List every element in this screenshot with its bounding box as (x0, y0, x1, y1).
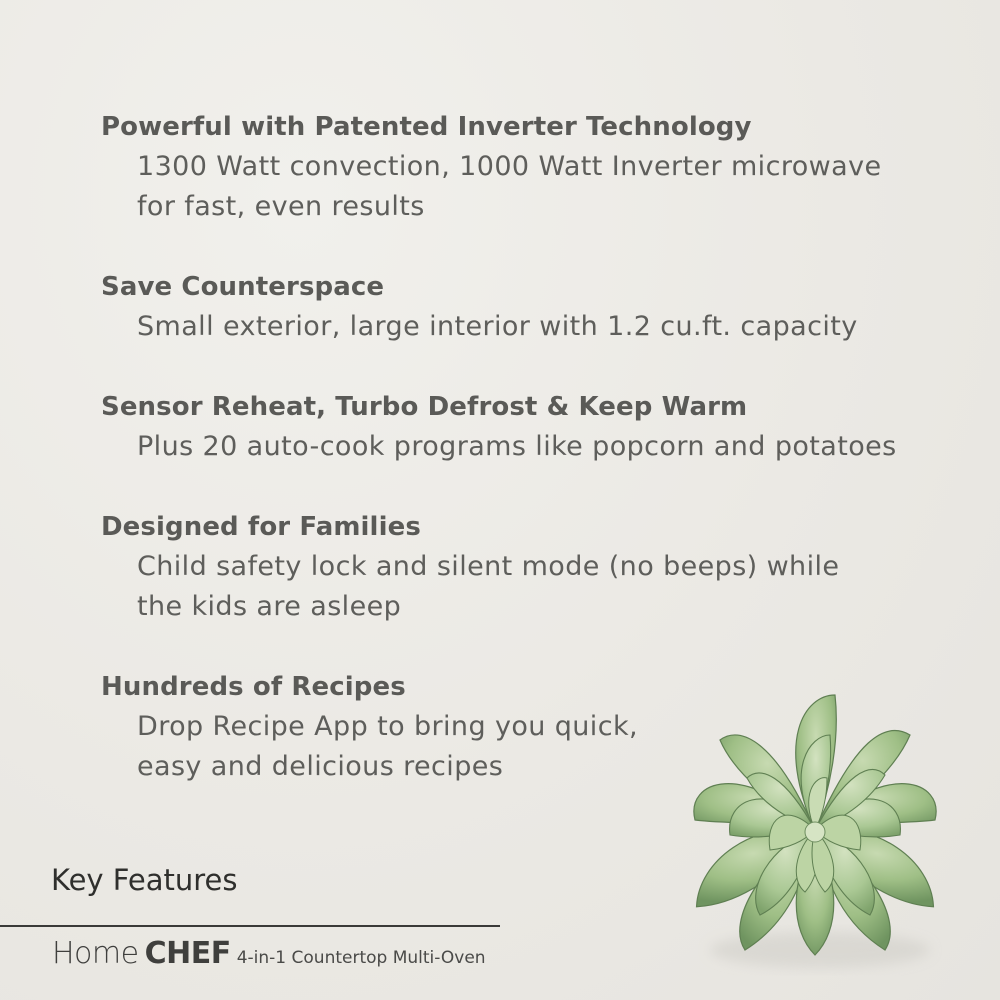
feature-description-line: Drop Recipe App to bring you quick, (137, 711, 638, 742)
brand-home: Home (52, 936, 139, 971)
feature-description-line: Plus 20 auto-cook programs like popcorn and potatoes (137, 431, 897, 462)
feature-title: Powerful with Patented Inverter Technology (101, 112, 752, 142)
key-features-heading: Key Features (51, 863, 238, 897)
feature-title: Hundreds of Recipes (101, 672, 406, 702)
feature-item (101, 387, 981, 467)
feature-title: Sensor Reheat, Turbo Defrost & Keep Warm (101, 392, 748, 422)
feature-description-line: Small exterior, large interior with 1.2 cu.ft. capacity (137, 311, 858, 342)
feature-item (101, 267, 981, 347)
feature-item (101, 507, 981, 627)
feature-description-line: 1300 Watt convection, 1000 Watt Inverter microwave (137, 151, 882, 182)
feature-title: Designed for Families (101, 512, 421, 542)
brand-tagline: 4-in-1 Countertop Multi-Oven (236, 948, 486, 968)
divider (0, 925, 500, 927)
artichoke-image (670, 680, 960, 980)
feature-description-line: Child safety lock and silent mode (no beeps) while (137, 551, 840, 582)
feature-description-line: easy and delicious recipes (137, 751, 504, 782)
brand-chef: CHEF (144, 936, 231, 971)
feature-title: Save Counterspace (101, 272, 385, 302)
feature-description-line: for fast, even results (137, 191, 425, 222)
brand-line (52, 936, 486, 980)
feature-item (101, 107, 981, 227)
feature-description-line: the kids are asleep (137, 591, 402, 622)
